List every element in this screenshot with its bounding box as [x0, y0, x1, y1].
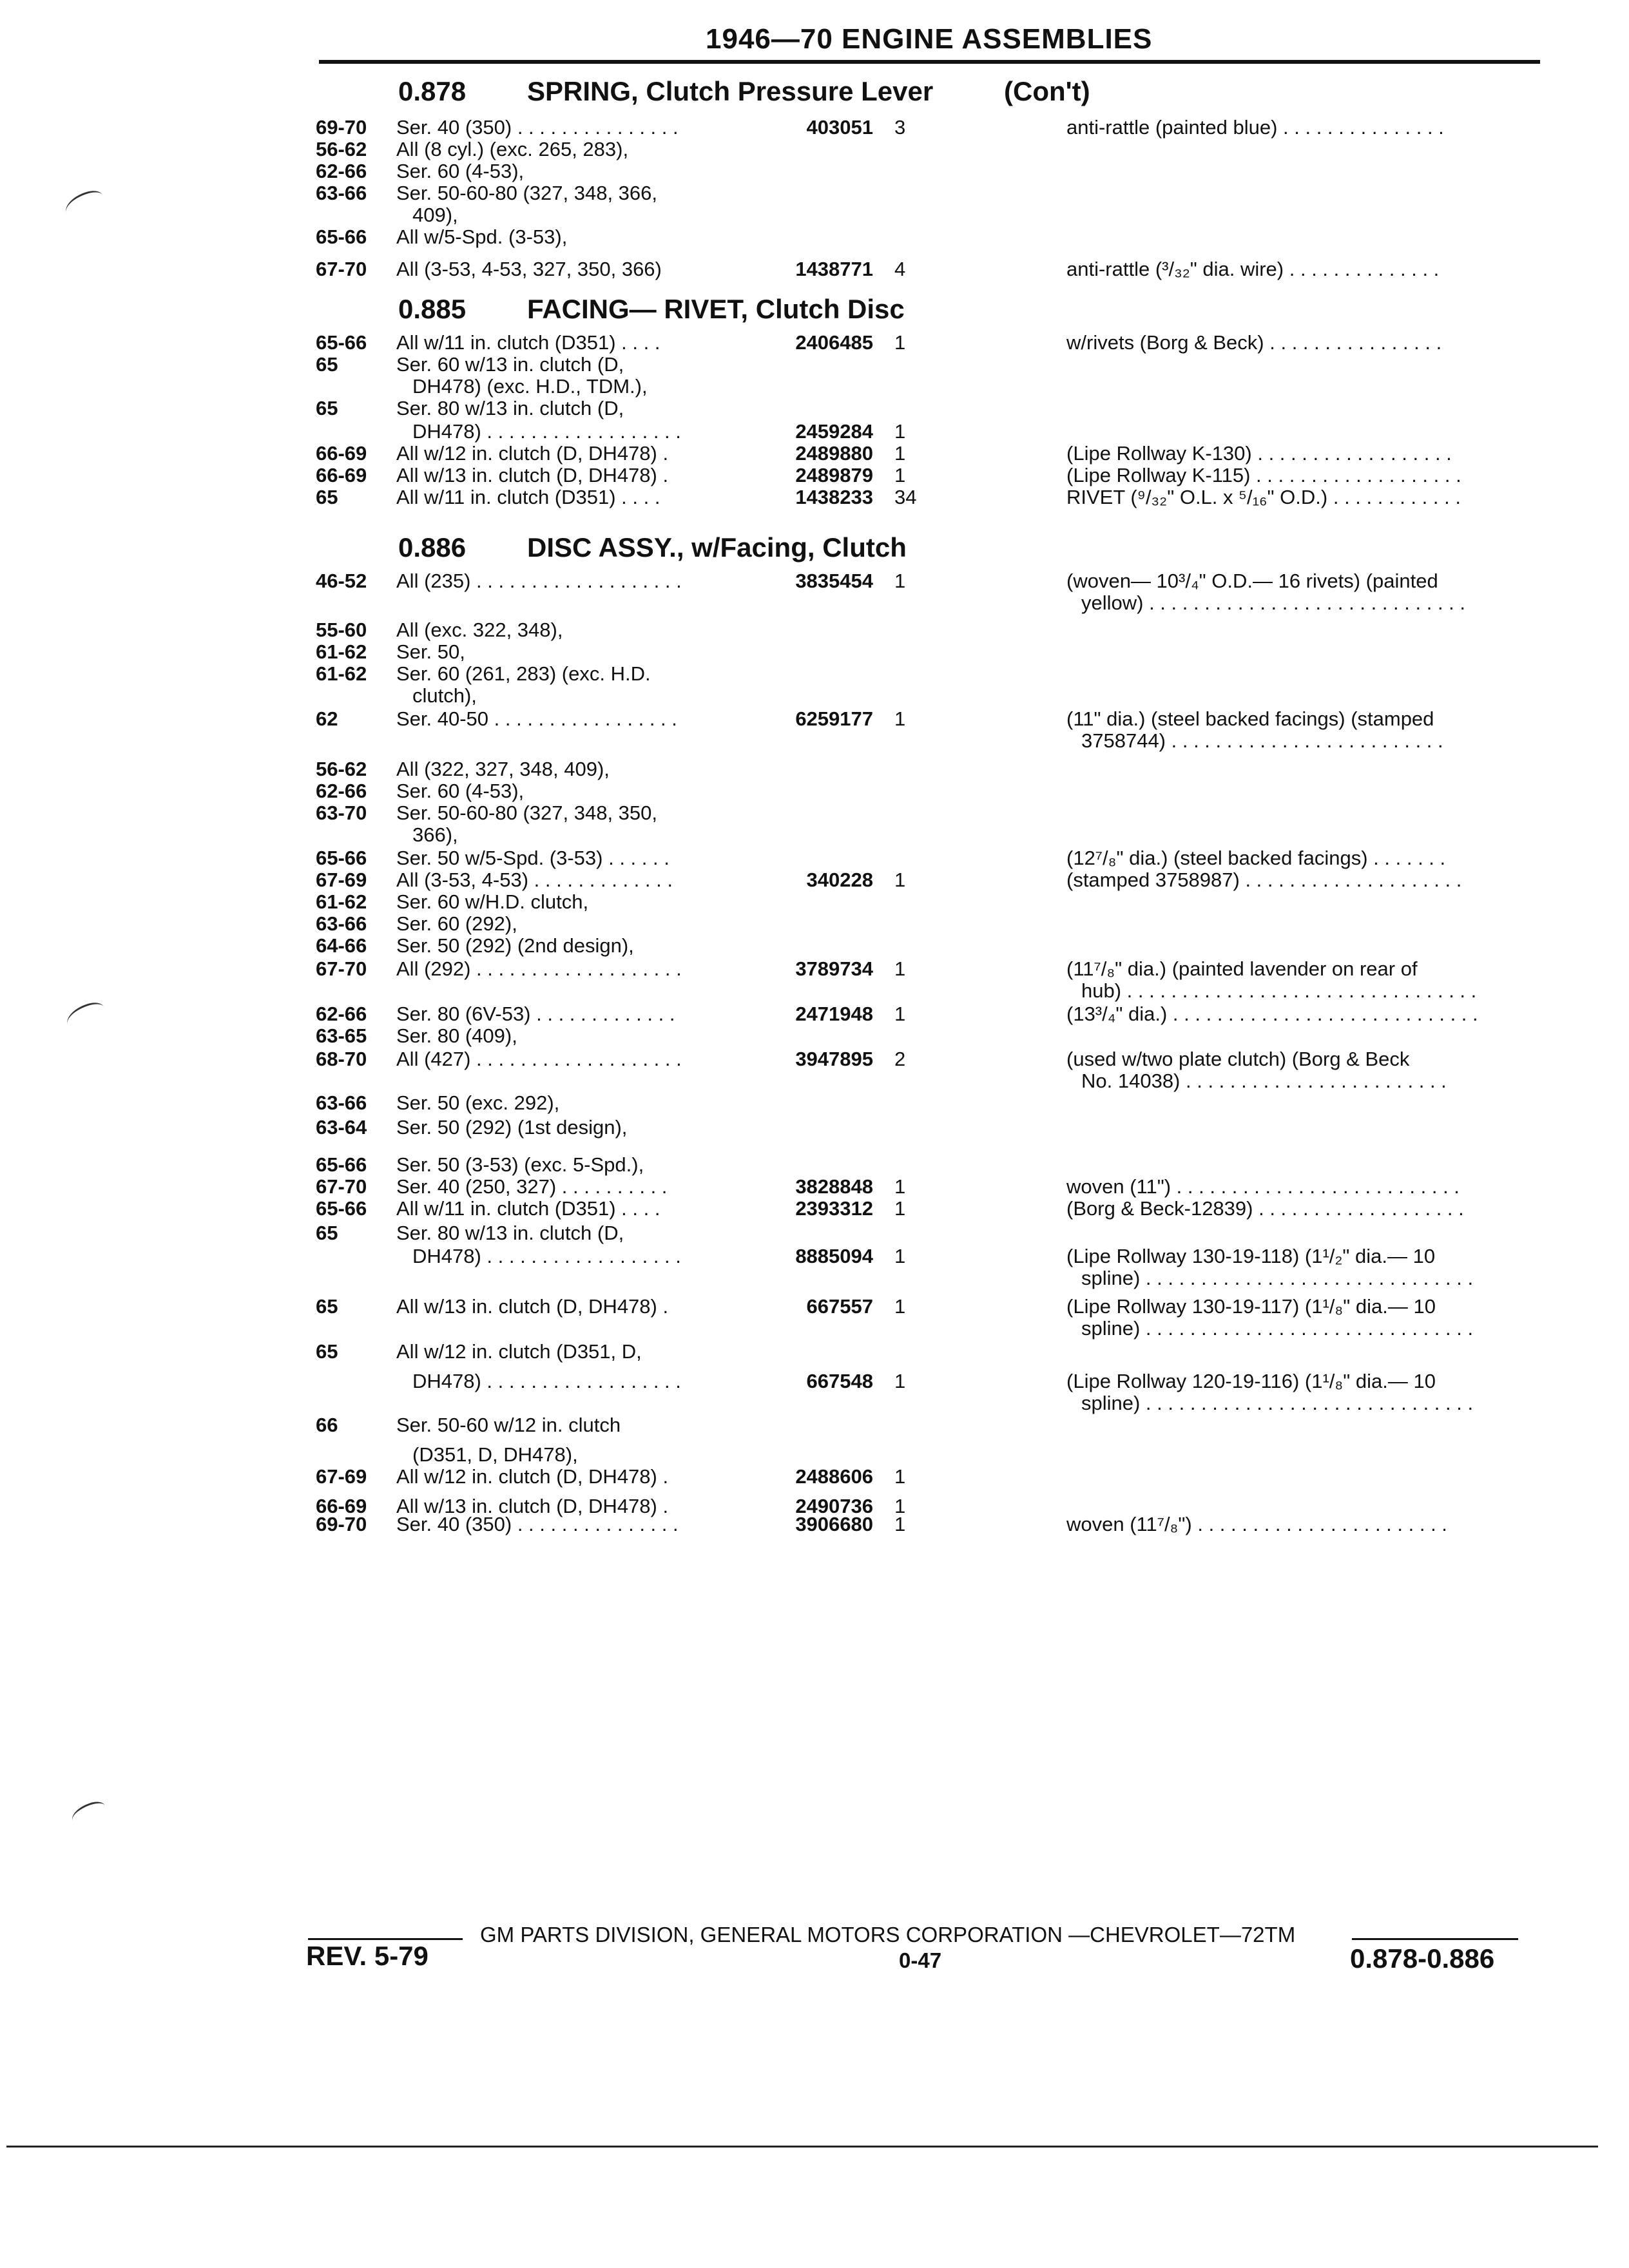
model-years: 61-62: [316, 890, 367, 913]
parts-row: [316, 375, 1543, 398]
parts-row: [316, 1513, 1543, 1536]
parts-row: [316, 780, 1543, 803]
parts-row: [316, 662, 1543, 686]
quantity: 1: [894, 1175, 906, 1198]
application: All w/11 in. clutch (D351) . . . .: [396, 1197, 660, 1220]
description: (Lipe Rollway 130-19-118) (1¹/₂" dia.— 10: [1066, 1245, 1436, 1267]
parts-row: [316, 1091, 1543, 1115]
section-number: 0.885: [398, 294, 467, 324]
application: Ser. 50,: [396, 640, 465, 663]
footer-page-number: 0-47: [899, 1948, 942, 1972]
quantity: 1: [894, 442, 906, 465]
quantity: 1: [894, 420, 906, 443]
description: hub) . . . . . . . . . . . . . . . . . . . . . . . . . . . . . . . .: [1081, 979, 1477, 1002]
parts-row: [316, 226, 1543, 249]
model-years: 63-64: [316, 1116, 367, 1139]
application: All w/13 in. clutch (D, DH478) .: [396, 464, 669, 486]
parts-row: [316, 486, 1543, 509]
scan-mark: [63, 999, 108, 1032]
application: All (8 cyl.) (exc. 265, 283),: [396, 138, 629, 160]
model-years: 61-62: [316, 662, 367, 685]
parts-row: [316, 116, 1543, 139]
application: Ser. 60 w/H.D. clutch,: [396, 890, 589, 913]
quantity: 1: [894, 1197, 906, 1220]
model-years: 62: [316, 707, 338, 730]
parts-row: [316, 1048, 1543, 1071]
parts-row: [316, 1222, 1543, 1245]
parts-row: [316, 707, 1543, 731]
parts-row: [316, 640, 1543, 664]
parts-row: [316, 420, 1543, 443]
model-years: 62-66: [316, 1003, 367, 1025]
model-years: 63-66: [316, 182, 367, 204]
part-number: 2488606: [795, 1465, 873, 1488]
parts-row: [316, 1197, 1543, 1220]
description: yellow) . . . . . . . . . . . . . . . . . . . . . . . . . . . . .: [1081, 591, 1466, 614]
part-number: 2393312: [795, 1197, 873, 1220]
part-number: 2459284: [795, 420, 873, 443]
application: Ser. 40 (350) . . . . . . . . . . . . . . .: [396, 116, 679, 139]
scan-mark: [69, 1798, 108, 1827]
application: All w/11 in. clutch (D351) . . . .: [396, 331, 660, 354]
parts-row: [316, 138, 1543, 161]
quantity: 1: [894, 570, 906, 592]
parts-row: [316, 591, 1543, 615]
quantity: 1: [894, 1495, 906, 1517]
description: spline) . . . . . . . . . . . . . . . . . . . . . . . . . . . . . .: [1081, 1392, 1474, 1414]
model-years: 69-70: [316, 1513, 367, 1535]
application: 366),: [412, 823, 458, 846]
part-number: 3789734: [795, 957, 873, 980]
model-years: 65-66: [316, 1197, 367, 1220]
model-years: 67-70: [316, 258, 367, 280]
part-number: 667548: [806, 1370, 873, 1392]
part-number: 8885094: [795, 1245, 873, 1267]
description: (12⁷/₈" dia.) (steel backed facings) . . . . . . .: [1066, 847, 1446, 869]
application: Ser. 50 w/5-Spd. (3-53) . . . . . .: [396, 847, 670, 869]
parts-row: [316, 1295, 1543, 1318]
model-years: 62-66: [316, 160, 367, 182]
application: Ser. 60 (4-53),: [396, 160, 525, 182]
parts-row: [316, 823, 1543, 847]
description: RIVET (⁹/₃₂" O.L. x ⁵/₁₆" O.D.) . . . . . . . . . . . .: [1066, 486, 1461, 508]
page-bottom-rule: [6, 2146, 1598, 2148]
parts-row: [316, 758, 1543, 781]
footer-revision: REV. 5-79: [306, 1941, 429, 1971]
description: (11" dia.) (steel backed facings) (stamped: [1066, 707, 1434, 730]
parts-row: [316, 802, 1543, 825]
part-number: 2489879: [795, 464, 873, 486]
parts-row: [316, 1443, 1543, 1466]
quantity: 1: [894, 869, 906, 891]
parts-row: [316, 204, 1543, 227]
model-years: 63-66: [316, 1091, 367, 1114]
application: Ser. 60 w/13 in. clutch (D,: [396, 353, 624, 376]
description: (Borg & Beck-12839) . . . . . . . . . . . . . . . . . . .: [1066, 1197, 1464, 1220]
section-title: FACING— RIVET, Clutch Disc: [527, 294, 905, 324]
description: spline) . . . . . . . . . . . . . . . . . . . . . . . . . . . . . .: [1081, 1317, 1474, 1340]
application: All (3-53, 4-53, 327, 350, 366): [396, 258, 662, 280]
application: clutch),: [412, 684, 477, 707]
application: Ser. 40 (350) . . . . . . . . . . . . . . .: [396, 1513, 679, 1535]
quantity: 34: [894, 486, 917, 508]
model-years: 63-70: [316, 802, 367, 824]
model-years: 67-70: [316, 1175, 367, 1198]
description: anti-rattle (³/₃₂" dia. wire) . . . . . . . . . . . . . .: [1066, 258, 1440, 280]
application: 409),: [412, 204, 458, 226]
parts-row: [316, 1245, 1543, 1268]
parts-row: [316, 1392, 1543, 1415]
part-number: 3947895: [795, 1048, 873, 1070]
quantity: 1: [894, 1245, 906, 1267]
application: All (exc. 322, 348),: [396, 619, 563, 641]
footer-section-range: 0.878-0.886: [1350, 1943, 1495, 1974]
part-number: 3906680: [795, 1513, 873, 1535]
model-years: 63-65: [316, 1024, 367, 1047]
model-years: 46-52: [316, 570, 367, 592]
description: (13³/₄" dia.) . . . . . . . . . . . . . . . . . . . . . . . . . . . .: [1066, 1003, 1478, 1025]
application: All w/11 in. clutch (D351) . . . .: [396, 486, 660, 508]
part-number: 2490736: [795, 1495, 873, 1517]
model-years: 66: [316, 1414, 338, 1436]
section-continued: (Con't): [1004, 76, 1090, 106]
model-years: 56-62: [316, 138, 367, 160]
model-years: 62-66: [316, 780, 367, 802]
parts-row: [316, 1340, 1543, 1363]
quantity: 1: [894, 1465, 906, 1488]
application: All w/13 in. clutch (D, DH478) .: [396, 1495, 669, 1517]
parts-row: [316, 464, 1543, 487]
description: (Lipe Rollway K-115) . . . . . . . . . . . . . . . . . . .: [1066, 464, 1461, 486]
application: Ser. 80 w/13 in. clutch (D,: [396, 1222, 624, 1244]
header-rule: [319, 60, 1540, 64]
application: All (292) . . . . . . . . . . . . . . . . . . .: [396, 957, 682, 980]
description: (used w/two plate clutch) (Borg & Beck: [1066, 1048, 1410, 1070]
section-number: 0.886: [398, 532, 467, 562]
parts-row: [316, 570, 1543, 593]
application: All w/12 in. clutch (D351, D,: [396, 1340, 642, 1363]
application: Ser. 50-60 w/12 in. clutch: [396, 1414, 621, 1436]
application: Ser. 80 (409),: [396, 1024, 517, 1047]
parts-row: [316, 684, 1543, 707]
model-years: 65: [316, 1222, 338, 1244]
model-years: 65: [316, 1340, 338, 1363]
model-years: 65-66: [316, 847, 367, 869]
parts-row: [316, 847, 1543, 870]
parts-row: [316, 1070, 1543, 1093]
part-number: 1438233: [795, 486, 873, 508]
quantity: 1: [894, 1370, 906, 1392]
parts-row: [316, 160, 1543, 183]
part-number: 667557: [806, 1295, 873, 1318]
application: DH478) . . . . . . . . . . . . . . . . . .: [412, 1245, 681, 1267]
model-years: 65-66: [316, 331, 367, 354]
parts-row: [316, 1153, 1543, 1177]
model-years: 55-60: [316, 619, 367, 641]
model-years: 65: [316, 1295, 338, 1318]
quantity: 1: [894, 1295, 906, 1318]
parts-row: [316, 890, 1543, 914]
parts-row: [316, 912, 1543, 936]
quantity: 3: [894, 116, 906, 139]
description: w/rivets (Borg & Beck) . . . . . . . . . . . . . . . .: [1066, 331, 1442, 354]
part-number: 3828848: [795, 1175, 873, 1198]
application: All w/5-Spd. (3-53),: [396, 226, 568, 248]
section-heading-0885: [398, 294, 905, 331]
parts-row: [316, 331, 1543, 354]
application: All (322, 327, 348, 409),: [396, 758, 610, 780]
application: DH478) . . . . . . . . . . . . . . . . . .: [412, 1370, 681, 1392]
part-number: 2489880: [795, 442, 873, 465]
application: Ser. 80 (6V-53) . . . . . . . . . . . . .: [396, 1003, 675, 1025]
model-years: 65: [316, 353, 338, 376]
parts-row: [316, 729, 1543, 753]
application: All (427) . . . . . . . . . . . . . . . . . . .: [396, 1048, 682, 1070]
quantity: 2: [894, 1048, 906, 1070]
parts-row: [316, 1465, 1543, 1488]
application: Ser. 40-50 . . . . . . . . . . . . . . . . .: [396, 707, 677, 730]
model-years: 64-66: [316, 934, 367, 957]
parts-row: [316, 182, 1543, 205]
parts-row: [316, 1370, 1543, 1393]
section-heading-0878: [398, 76, 1090, 113]
parts-row: [316, 1317, 1543, 1340]
application: All w/12 in. clutch (D, DH478) .: [396, 442, 669, 465]
parts-row: [316, 353, 1543, 376]
application: Ser. 60 (292),: [396, 912, 517, 935]
quantity: 1: [894, 957, 906, 980]
footer-rule-left: [308, 1938, 463, 1940]
description: (11⁷/₈" dia.) (painted lavender on rear of: [1066, 957, 1418, 980]
model-years: 68-70: [316, 1048, 367, 1070]
part-number: 2471948: [795, 1003, 873, 1025]
model-years: 66-69: [316, 1495, 367, 1517]
section-number: 0.878: [398, 76, 467, 106]
model-years: 67-69: [316, 869, 367, 891]
parts-row: [316, 1116, 1543, 1139]
section-title: DISC ASSY., w/Facing, Clutch: [527, 532, 907, 562]
section-title: SPRING, Clutch Pressure Lever: [527, 76, 934, 106]
model-years: 67-70: [316, 957, 367, 980]
footer-rule-right: [1352, 1938, 1518, 1940]
application: DH478) . . . . . . . . . . . . . . . . . .: [412, 420, 681, 443]
application: Ser. 50 (3-53) (exc. 5-Spd.),: [396, 1153, 644, 1176]
application: All (3-53, 4-53) . . . . . . . . . . . . .: [396, 869, 673, 891]
parts-row: [316, 869, 1543, 892]
description: anti-rattle (painted blue) . . . . . . . . . . . . . . .: [1066, 116, 1444, 139]
quantity: 1: [894, 331, 906, 354]
model-years: 61-62: [316, 640, 367, 663]
part-number: 340228: [806, 869, 873, 891]
part-number: 403051: [806, 116, 873, 139]
parts-row: [316, 979, 1543, 1003]
application: (D351, D, DH478),: [412, 1443, 578, 1466]
application: Ser. 60 (4-53),: [396, 780, 525, 802]
description: spline) . . . . . . . . . . . . . . . . . . . . . . . . . . . . . .: [1081, 1267, 1474, 1289]
scan-mark: [62, 187, 107, 220]
model-years: 66-69: [316, 442, 367, 465]
application: All (235) . . . . . . . . . . . . . . . . . . .: [396, 570, 682, 592]
application: Ser. 80 w/13 in. clutch (D,: [396, 397, 624, 419]
model-years: 65: [316, 397, 338, 419]
application: Ser. 50 (292) (1st design),: [396, 1116, 628, 1139]
model-years: 65-66: [316, 226, 367, 248]
parts-row: [316, 619, 1543, 642]
description: (stamped 3758987) . . . . . . . . . . . . . . . . . . . .: [1066, 869, 1462, 891]
part-number: 1438771: [795, 258, 873, 280]
application: Ser. 50 (292) (2nd design),: [396, 934, 634, 957]
parts-row: [316, 442, 1543, 465]
quantity: 1: [894, 1003, 906, 1025]
description: (Lipe Rollway K-130) . . . . . . . . . . . . . . . . . .: [1066, 442, 1452, 465]
description: No. 14038) . . . . . . . . . . . . . . . . . . . . . . . .: [1081, 1070, 1447, 1092]
application: Ser. 50-60-80 (327, 348, 350,: [396, 802, 658, 824]
application: Ser. 50 (exc. 292),: [396, 1091, 560, 1114]
description: 3758744) . . . . . . . . . . . . . . . . . . . . . . . . .: [1081, 729, 1443, 752]
model-years: 65: [316, 486, 338, 508]
quantity: 1: [894, 1513, 906, 1535]
part-number: 3835454: [795, 570, 873, 592]
parts-row: [316, 957, 1543, 981]
model-years: 67-69: [316, 1465, 367, 1488]
page-header-title: 1946—70 ENGINE ASSEMBLIES: [706, 23, 1153, 55]
parts-row: [316, 1024, 1543, 1048]
parts-row: [316, 1267, 1543, 1290]
application: Ser. 40 (250, 327) . . . . . . . . . .: [396, 1175, 668, 1198]
quantity: 1: [894, 707, 906, 730]
model-years: 56-62: [316, 758, 367, 780]
application: DH478) (exc. H.D., TDM.),: [412, 375, 648, 398]
description: (Lipe Rollway 130-19-117) (1¹/₈" dia.— 10: [1066, 1295, 1436, 1318]
application: All w/12 in. clutch (D, DH478) .: [396, 1465, 669, 1488]
part-number: 6259177: [795, 707, 873, 730]
application: All w/13 in. clutch (D, DH478) .: [396, 1295, 669, 1318]
footer-publisher: GM PARTS DIVISION, GENERAL MOTORS CORPORATION —CHEVROLET—72TM: [480, 1923, 1296, 1946]
application: Ser. 60 (261, 283) (exc. H.D.: [396, 662, 651, 685]
parts-row: [316, 1414, 1543, 1437]
section-heading-0886: [398, 532, 907, 570]
quantity: 4: [894, 258, 906, 280]
parts-row: [316, 1175, 1543, 1198]
part-number: 2406485: [795, 331, 873, 354]
model-years: 63-66: [316, 912, 367, 935]
description: (Lipe Rollway 120-19-116) (1¹/₈" dia.— 10: [1066, 1370, 1436, 1392]
application: Ser. 50-60-80 (327, 348, 366,: [396, 182, 658, 204]
description: woven (11⁷/₈") . . . . . . . . . . . . . . . . . . . . . . .: [1066, 1513, 1447, 1535]
parts-row: [316, 258, 1543, 281]
description: woven (11") . . . . . . . . . . . . . . . . . . . . . . . . . .: [1066, 1175, 1460, 1198]
parts-row: [316, 1003, 1543, 1026]
model-years: 69-70: [316, 116, 367, 139]
model-years: 65-66: [316, 1153, 367, 1176]
parts-row: [316, 934, 1543, 957]
description: (woven— 10³/₄" O.D.— 16 rivets) (painted: [1066, 570, 1438, 592]
quantity: 1: [894, 464, 906, 486]
model-years: 66-69: [316, 464, 367, 486]
parts-row: [316, 397, 1543, 420]
